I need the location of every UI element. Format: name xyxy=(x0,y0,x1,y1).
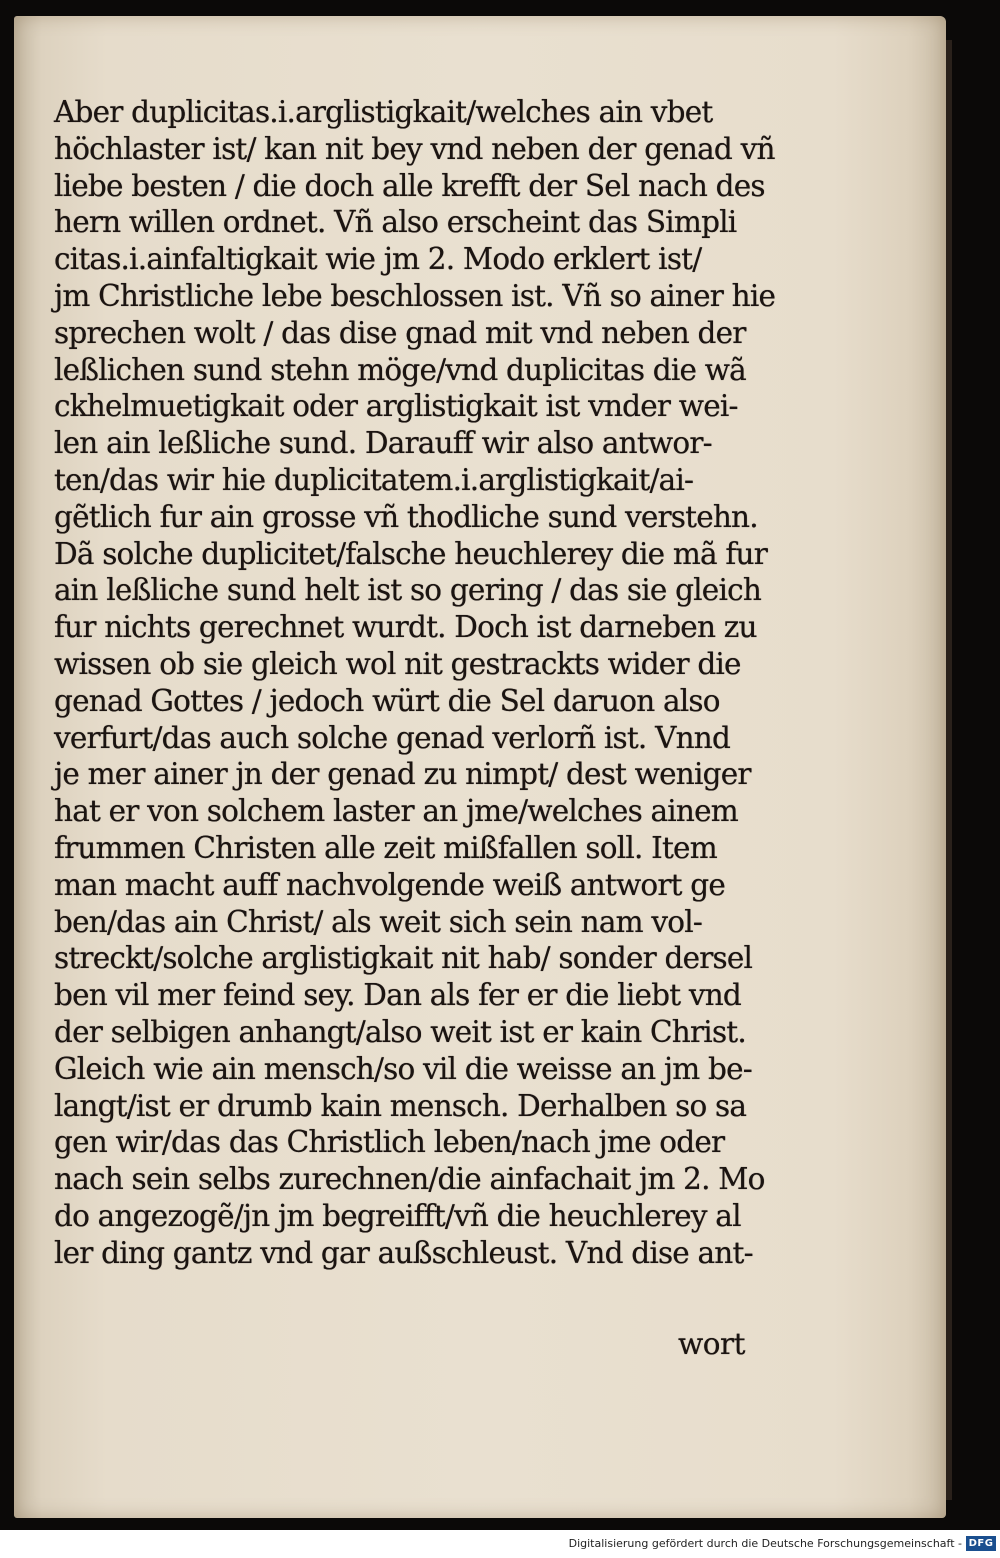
text-line: len ain leßliche sund. Darauff wir also antwor- xyxy=(54,426,712,461)
text-line: je mer ainer jn der genad zu nimpt/ dest weniger xyxy=(54,757,751,792)
text-line: Aber duplicitas.i.arglistigkait/welches ain vbet xyxy=(54,95,713,129)
text-line: nach sein selbs zurechnen/die ainfachait jm 2. Mo xyxy=(54,1162,765,1197)
text-line: wissen ob sie gleich wol nit gestrackts wider die xyxy=(54,646,741,681)
footer-bar xyxy=(0,1530,1000,1558)
page-text-block xyxy=(54,94,774,1272)
text-line: ckhelmuetigkait oder arglistigkait ist vnder wei- xyxy=(54,389,738,424)
text-line: verfurt/das auch solche genad verlorñ ist. Vnnd xyxy=(54,720,731,755)
text-line: ben/das ain Christ/ als weit sich sein nam vol- xyxy=(54,904,703,939)
text-line: citas.i.ainfaltigkait wie jm 2. Modo erklert ist/ xyxy=(54,242,702,277)
text-line: Dã solche duplicitet/falsche heuchlerey die mã fur xyxy=(54,536,768,571)
text-line: ten/das wir hie duplicitatem.i.arglistigkait/ai- xyxy=(54,462,694,497)
text-line: der selbigen anhangt/also weit ist er kain Christ. xyxy=(54,1014,746,1049)
text-line: streckt/solche arglistigkait nit hab/ sonder dersel xyxy=(54,941,753,976)
text-line: ler ding gantz vnd gar außschleust. Vnd dise ant- xyxy=(54,1235,753,1270)
text-line: fur nichts gerechnet wurdt. Doch ist darneben zu xyxy=(54,610,757,645)
text-line: gẽtlich fur ain grosse vñ thodliche sund verstehn. xyxy=(54,499,758,534)
text-line: sprechen wolt / das dise gnad mit vnd neben der xyxy=(54,315,746,350)
text-line: frummen Christen alle zeit mißfallen soll. Item xyxy=(54,830,717,865)
text-line: ben vil mer feind sey. Dan als fer er die liebt vnd xyxy=(54,978,742,1013)
page-edge-shadow xyxy=(946,40,952,1500)
dfg-logo-icon: DFG xyxy=(966,1536,996,1551)
text-line: gen wir/das das Christlich leben/nach jme oder xyxy=(54,1125,725,1160)
text-line: liebe besten / die doch alle krefft der Sel nach des xyxy=(54,168,765,203)
funding-credit: Digitalisierung gefördert durch die Deutsche Forschungsgemeinschaft - xyxy=(568,1537,962,1550)
text-line: genad Gottes / jedoch würt die Sel daruon also xyxy=(54,683,720,718)
text-line: Gleich wie ain mensch/so vil die weisse an jm be- xyxy=(54,1051,752,1086)
text-line: leßlichen sund stehn möge/vnd duplicitas die wã xyxy=(54,352,746,387)
text-line: höchlaster ist/ kan nit bey vnd neben der genad vñ xyxy=(54,131,775,166)
text-line: langt/ist er drumb kain mensch. Derhalben so sa xyxy=(54,1088,747,1123)
text-line: do angezogẽ/jn jm begreifft/vñ die heuchlerey al xyxy=(54,1198,741,1233)
text-line: man macht auff nachvolgende weiß antwort ge xyxy=(54,867,726,902)
text-line: hat er von solchem laster an jme/welches ainem xyxy=(54,794,738,829)
text-line: ain leßliche sund helt ist so gering / das sie gleich xyxy=(54,573,762,608)
text-line: jm Christliche lebe beschlossen ist. Vñ so ainer hie xyxy=(54,278,776,313)
catchword: wort xyxy=(678,1327,745,1361)
text-line: hern willen ordnet. Vñ also erscheint das Simpli xyxy=(54,205,737,240)
